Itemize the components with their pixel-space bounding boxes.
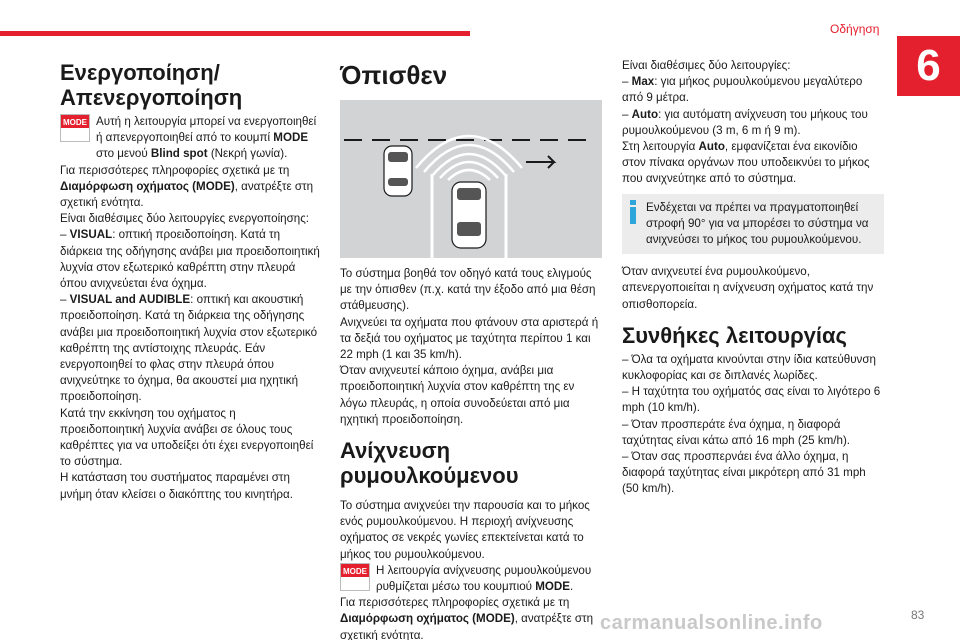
mode-badge-label: MODE (63, 118, 87, 127)
chapter-number: 6 (897, 36, 960, 96)
paragraph: Είναι διαθέσιμες δύο λειτουργίες: (622, 59, 791, 72)
heading-operating-conditions: Συνθήκες λειτουργίας (622, 322, 847, 348)
mode-button-icon (60, 114, 90, 142)
paragraph: Στη λειτουργία Auto, εμφανίζεται ένα εικονίδιο στον πίνακα οργάνων που υποδεικνύει το μήκος που ανιχνεύτηκε από το σύστημα. (622, 140, 870, 186)
column-right (622, 58, 884, 498)
note-text: Ενδέχεται να πρέπει να πραγματοποιηθεί στροφή 90° για να μπορέσει το σύστημα να ανιχνεύσει το μήκος του ρυμουλκούμενου. (646, 200, 869, 247)
mode-button-icon (340, 563, 370, 591)
paragraph: Ανιχνεύει τα οχήματα που φτάνουν στα αριστερά ή τα δεξιά του οχήματος με ταχύτητα περίπου 1 και 22 mph (1 και 35 km/h). (340, 315, 599, 362)
watermark-text: carmanualsonline.info (600, 612, 823, 634)
paragraph: Η κατάσταση του συστήματος παραμένει στη μνήμη όταν κλείσει ο διακόπτης του κινητήρα. (60, 471, 293, 501)
heading-reverse: Όπισθεν (340, 60, 448, 90)
column-middle (340, 60, 602, 640)
info-icon (628, 200, 638, 224)
parking-illustration (340, 100, 602, 258)
paragraph: Το σύστημα ανιχνεύει την παρουσία και το μήκος ενός ρυμουλκούμενου. Η περιοχή ανίχνευσης οχήματος σε νεκρές γωνίες επεκτείνεται κατά το μήκος του ρυμουλκούμενου. (340, 499, 590, 561)
list-item: – Auto: για αυτόματη ανίχνευση του μήκους του ρυμουλκούμενου (3 m, 6 m ή 9 m). (622, 107, 868, 137)
mode-badge-label: MODE (343, 566, 367, 576)
paragraph: Όταν ανιχνευτεί κάποιο όχημα, ανάβει μια προειδοποιητική λυχνία στον καθρέπτη της εν λόγω πλευράς, η οποία συνοδεύεται από μια ηχητική προειδοποίηση. (340, 364, 575, 426)
paragraph: Αυτή η λειτουργία μπορεί να ενεργοποιηθεί ή απενεργοποιηθεί από το κουμπί MODE στο μενού Blind spot (Νεκρή γωνία). (96, 115, 317, 161)
list-item: – VISUAL: οπτική προειδοποίηση. Κατά τη διάρκεια της οδήγησης ανάβει μια προειδοποιητική λυχνία στον εξωτερικό καθρέπτη στην πλευρά όπου ανιχνεύεται ένα όχημα. (60, 228, 320, 291)
paragraph: Το σύστημα βοηθά τον οδηγό κατά τους ελιγμούς με την όπισθεν (π.χ. κατά την έξοδο από μια θέση στάθμευσης). (340, 267, 596, 313)
reverse-detection-diagram (340, 100, 602, 258)
list-item: – VISUAL and AUDIBLE: οπτική και ακουστική προειδοποίηση. Κατά τη διάρκεια της οδήγησης ανάβει μια προειδοποιητική λυχνία στον εξωτερικό καθρέπτη της αντίστοιχης πλευράς. Εάν ενεργοποιηθεί το φλας στην πλευρά όπου ανιχνεύτηκε το όχημα, θα ακουστεί μια ηχητική προειδοποίηση. (60, 293, 318, 404)
paragraph: Για περισσότερες πληροφορίες σχετικά με τη Διαμόρφωση οχήματος (MODE), ανατρέξτε στη σχετική ενότητα. (340, 596, 594, 640)
paragraph: Κατά την εκκίνηση του οχήματος η προειδοποιητική λυχνία ανάβει σε όλους τους καθρέπτες για να υποδείξει ότι έχει ενεργοποιηθεί το σύστημα. (60, 406, 314, 469)
paragraph: Είναι διαθέσιμες δύο λειτουργίες ενεργοποίησης: (60, 212, 310, 226)
reversing-car-icon (452, 182, 486, 248)
list-item: – Η ταχύτητα του οχήματός σας είναι το λιγότερο 6 mph (10 km/h). (622, 385, 881, 415)
paragraph: Όταν ανιχνευτεί ένα ρυμουλκούμενο, απενεργοποιείται η ανίχνευση οχήματος κατά την οπισθοπορεία. (622, 265, 874, 311)
section-title: Οδήγηση (830, 22, 880, 36)
page-number: 83 (911, 608, 925, 622)
heading-trailer-detection: Ανίχνευση ρυμουλκούμενου (340, 438, 519, 489)
mode-note (340, 563, 602, 595)
crossing-car-icon (384, 146, 412, 196)
list-item: – Max: για μήκος ρυμουλκούμενου μεγαλύτερο από 9 μέτρα. (622, 75, 863, 105)
list-item: – Όταν σας προσπερνάει ένα άλλο όχημα, η διαφορά ταχύτητας είναι μικρότερη από 31 mph (50 km/h). (622, 450, 866, 496)
paragraph: Για περισσότερες πληροφορίες σχετικά με τη Διαμόρφωση οχήματος (MODE), ανατρέξτε στη σχετική ενότητα. (60, 163, 314, 210)
info-note (622, 194, 884, 255)
paragraph: Η λειτουργία ανίχνευσης ρυμουλκούμενου ρυθμίζεται μέσω του κουμπιού MODE. (376, 563, 592, 594)
list-item: – Όταν προσπεράτε ένα όχημα, η διαφορά ταχύτητας είναι κάτω από 16 mph (25 km/h). (622, 417, 851, 447)
list-item: – Όλα τα οχήματα κινούνται στην ίδια κατεύθυνση κυκλοφορίας και σε διπλανές λωρίδες. (622, 352, 876, 383)
heading-activation: Ενεργοποίηση/ Απενεργοποίηση (60, 60, 243, 110)
mode-note (60, 114, 322, 163)
header-accent-bar (0, 31, 470, 36)
column-left (60, 60, 322, 503)
